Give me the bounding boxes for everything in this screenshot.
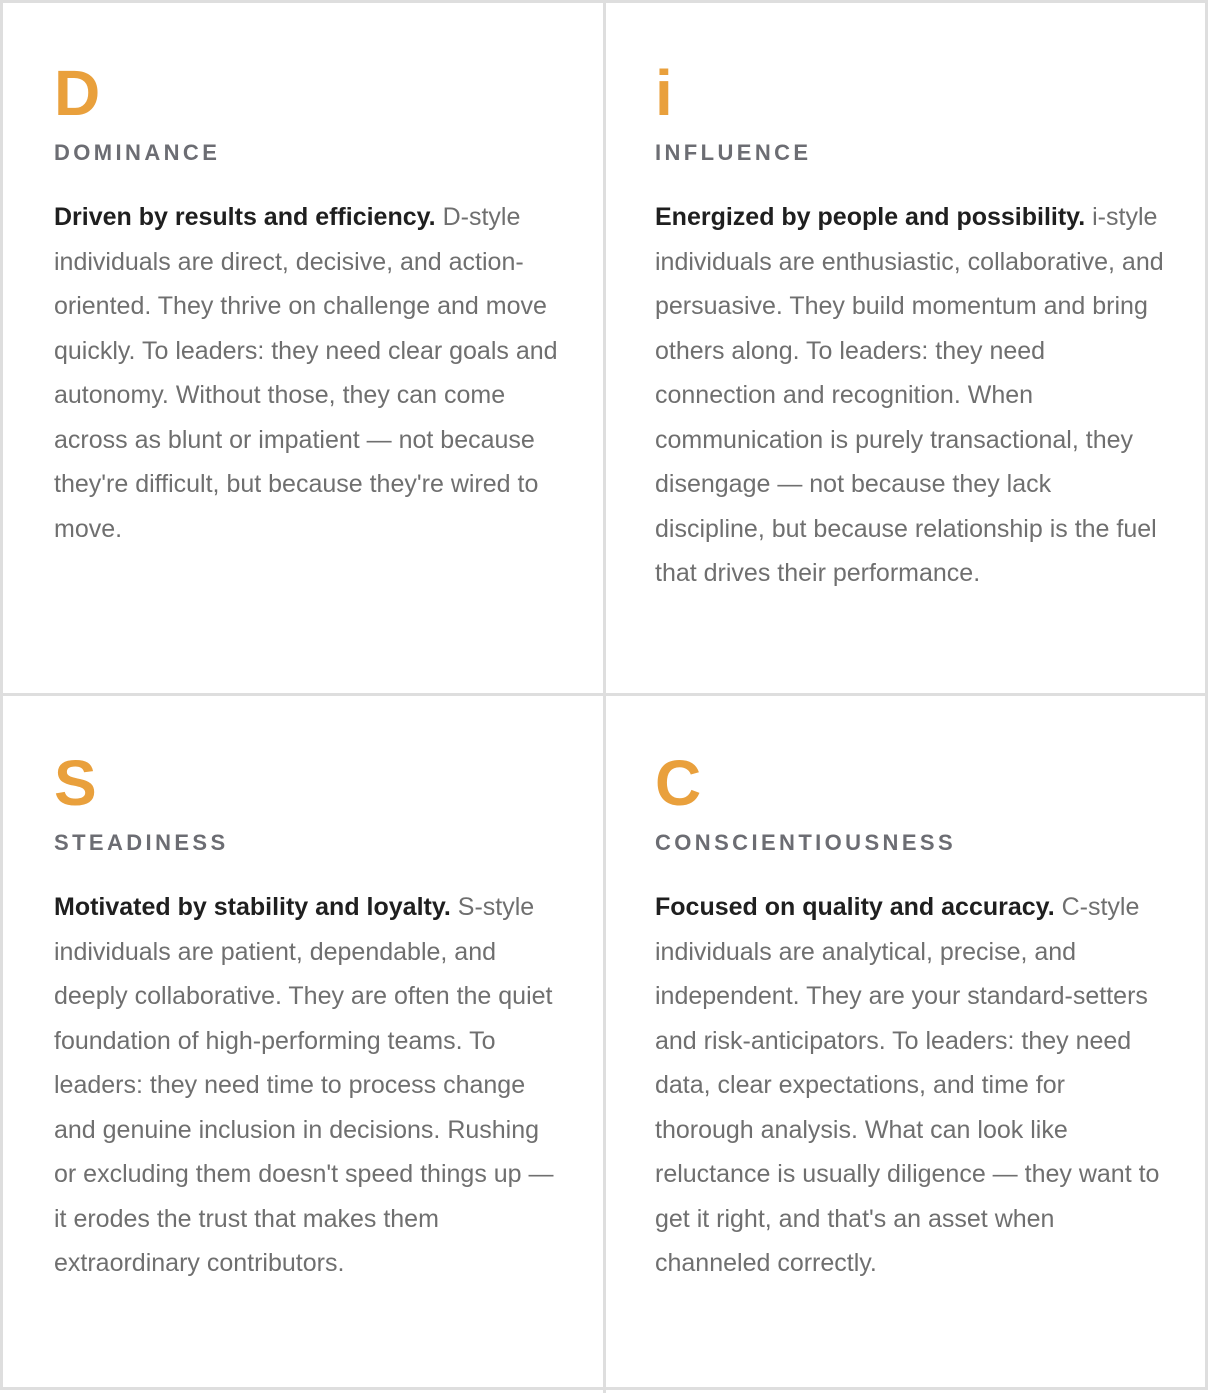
style-description (655, 195, 1165, 596)
style-letter: D (54, 57, 101, 129)
style-text: i-style individuals are enthusiastic, collaborative, and persuasive. They build momentum and bring others along. To leaders: they need connection and recognition. When communication is purely transactional, they disengage — not because they lack discipline, but because relationship is the fuel that drives their performance. (655, 203, 1164, 587)
style-letter: C (655, 747, 702, 819)
style-label: STEADINESS (54, 830, 229, 855)
style-lead: Energized by people and possibility. (655, 203, 1086, 231)
style-text: C-style individuals are analytical, precise, and independent. They are your standard-setters and risk-anticipators. To leaders: they need data, clear expectations, and time for thorough analysis. What can look like reluctance is usually diligence — they want to get it right, and that's an asset when channeled correctly. (655, 893, 1160, 1277)
style-description (54, 885, 564, 1286)
style-text: S-style individuals are patient, dependable, and deeply collaborative. They are often the quiet foundation of high-performing teams. To leaders: they need time to process change and genuine inclusion in decisions. Rushing or excluding them doesn't speed things up — it erodes the trust that makes them extraordinary contributors. (54, 893, 554, 1277)
style-label: DOMINANCE (54, 140, 221, 165)
vertical-divider (603, 3, 606, 1393)
style-lead: Focused on quality and accuracy. (655, 893, 1055, 921)
style-label: CONSCIENTIOUSNESS (655, 830, 957, 855)
style-letter: S (54, 747, 97, 819)
card-influence (655, 57, 1175, 596)
style-description (655, 885, 1165, 1286)
style-text: D-style individuals are direct, decisive, and action-oriented. They thrive on challenge and move quickly. To leaders: they need clear goals and autonomy. Without those, they can come across as blunt or impatient — not because they're difficult, but because they're wired to move. (54, 203, 558, 543)
style-lead: Motivated by stability and loyalty. (54, 893, 451, 921)
card-dominance (54, 57, 574, 551)
horizontal-divider (3, 693, 1208, 696)
style-lead: Driven by results and efficiency. (54, 203, 436, 231)
style-label: INFLUENCE (655, 140, 812, 165)
card-conscientiousness (655, 747, 1175, 1286)
card-steadiness (54, 747, 574, 1286)
style-description (54, 195, 564, 551)
style-letter: i (655, 57, 673, 129)
